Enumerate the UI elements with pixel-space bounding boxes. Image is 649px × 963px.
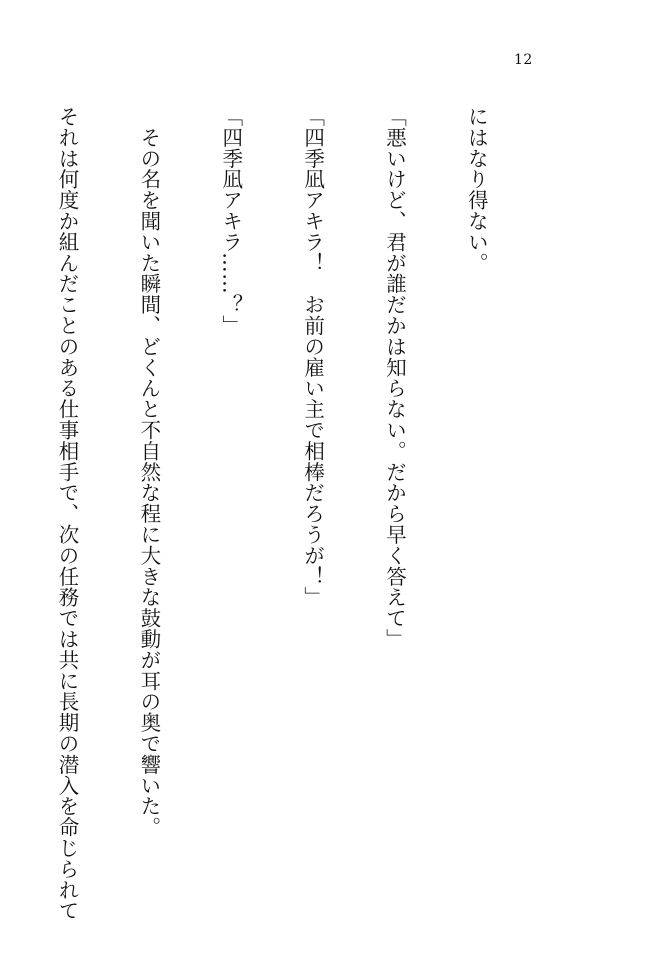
text-line: その名を聞いた瞬間、どくんと不自然な程に大きな鼓動が耳の奥で響いた。 bbox=[136, 106, 161, 838]
text-line: 「悪いけど、君が誰だかは知らない。だから早く答えて」 bbox=[382, 106, 407, 650]
text-line: それは何度か組んだことのある仕事相手で、次の任務では共に長期の潜入を命じられて bbox=[54, 106, 79, 922]
text-line: にはなり得ない。 bbox=[464, 106, 489, 274]
text-line: 「四季凪アキラ！ お前の雇い主で相棒だろうが！」 bbox=[300, 106, 325, 608]
body-text bbox=[0, 106, 544, 922]
text-line: 「四季凪アキラ……？」 bbox=[218, 106, 243, 336]
page-number: 12 bbox=[514, 52, 533, 68]
